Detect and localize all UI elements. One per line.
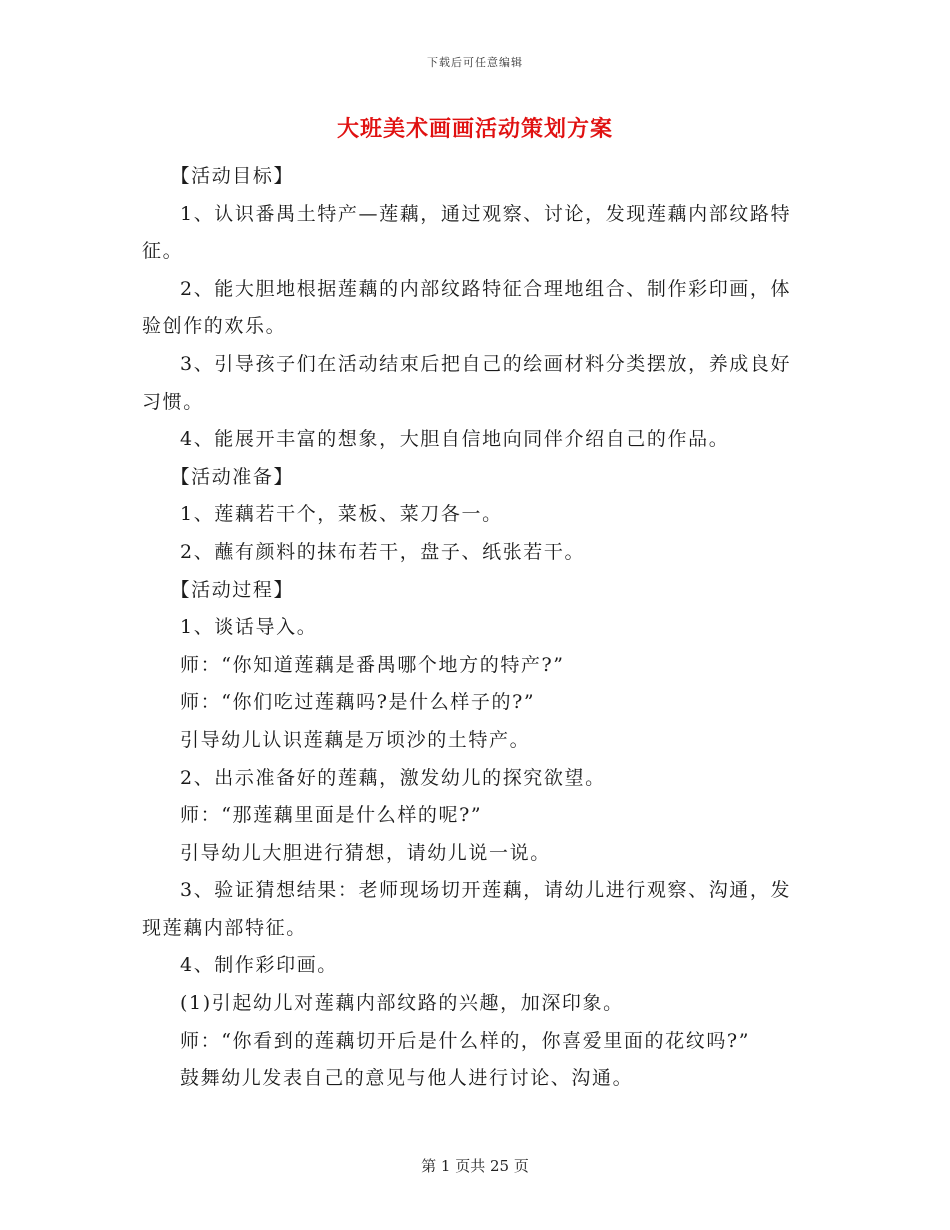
paragraph: 1、谈话导入。 xyxy=(180,616,318,639)
paragraph: 师：“你知道莲藕是番禺哪个地方的特产?” xyxy=(180,653,565,676)
paragraph: 师：“你看到的莲藕切开后是什么样的，你喜爱里面的花纹吗?” xyxy=(180,1029,751,1052)
paragraph: 1、认识番禺土特产—莲藕，通过观察、讨论，发现莲藕内部纹路特征。 xyxy=(142,202,792,263)
document-body xyxy=(142,158,810,1098)
page-header-note: 下载后可任意编辑 xyxy=(427,56,523,69)
paragraph: 师：“那莲藕里面是什么样的呢?” xyxy=(180,804,483,827)
paragraph: 2、出示准备好的莲藕，激发幼儿的探究欲望。 xyxy=(180,766,606,789)
section-heading-goals: 【活动目标】 xyxy=(170,165,295,187)
section-heading-process: 【活动过程】 xyxy=(170,578,295,601)
document-title: 大班美术画画活动策划方案 xyxy=(336,116,613,142)
page-number: 第 1 页共 25 页 xyxy=(421,1157,529,1175)
paragraph: 鼓舞幼儿发表自己的意见与他人进行讨论、沟通。 xyxy=(180,1067,634,1090)
paragraph: 1、莲藕若干个，菜板、菜刀各一。 xyxy=(180,503,503,526)
paragraph: 师：“你们吃过莲藕吗?是什么样子的?” xyxy=(180,691,536,714)
paragraph: 3、引导孩子们在活动结束后把自己的绘画材料分类摆放，养成良好习惯。 xyxy=(142,352,792,413)
paragraph: 4、能展开丰富的想象，大胆自信地向同伴介绍自己的作品。 xyxy=(180,428,730,451)
paragraph: 2、能大胆地根据莲藕的内部纹路特征合理地组合、制作彩印画，体验创作的欢乐。 xyxy=(142,277,792,338)
paragraph: 引导幼儿大胆进行猜想，请幼儿说一说。 xyxy=(180,841,551,864)
paragraph: 4、制作彩印画。 xyxy=(180,954,338,977)
paragraph: 3、验证猜想结果：老师现场切开莲藕，请幼儿进行观察、沟通，发现莲藕内部特征。 xyxy=(142,879,792,939)
section-heading-preparation: 【活动准备】 xyxy=(170,465,295,488)
paragraph: 2、蘸有颜料的抹布若干，盘子、纸张若干。 xyxy=(180,540,586,563)
paragraph: (1)引起幼儿对莲藕内部纹路的兴趣，加深印象。 xyxy=(180,992,624,1015)
paragraph: 引导幼儿认识莲藕是万顷沙的土特产。 xyxy=(180,728,531,751)
